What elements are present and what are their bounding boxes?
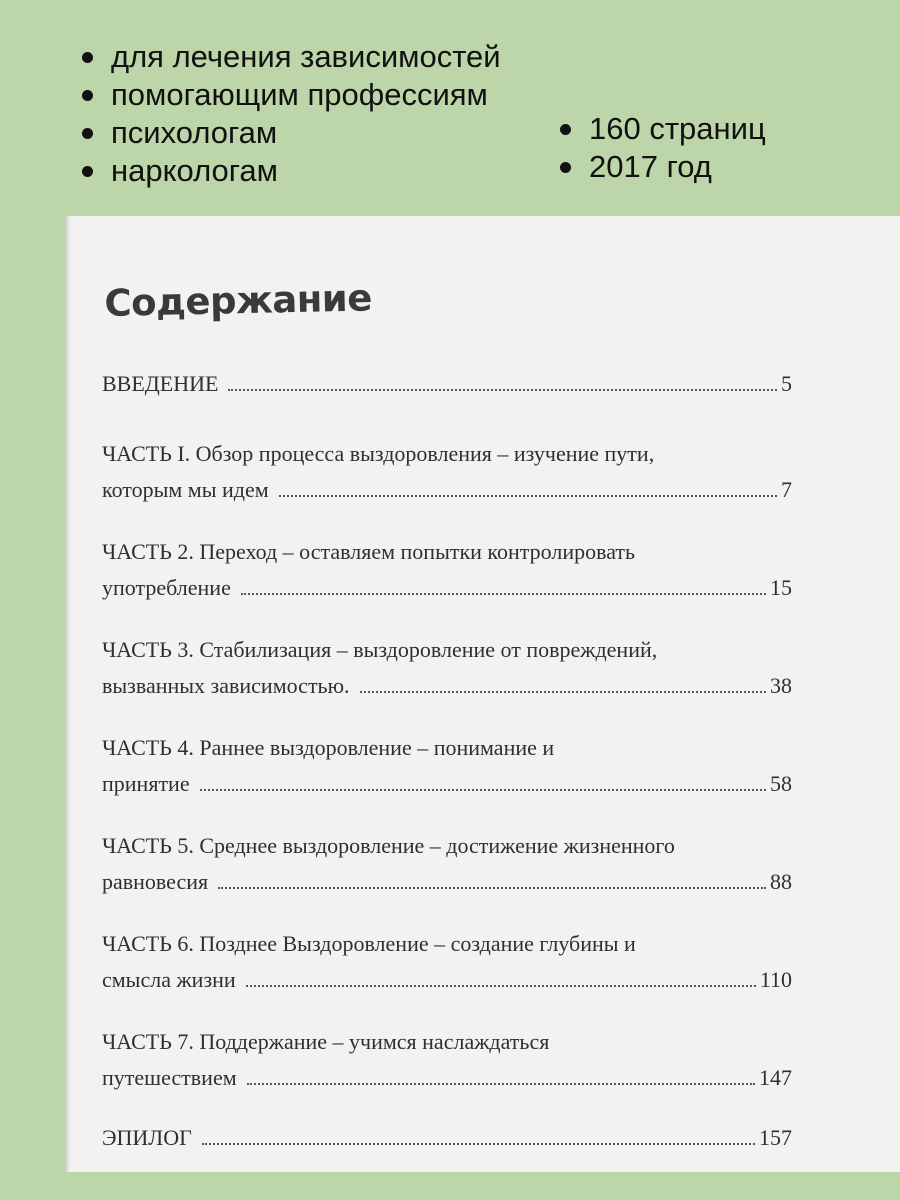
bullet-icon bbox=[82, 52, 93, 63]
toc-entry-last-line bbox=[102, 668, 792, 704]
bullet-icon bbox=[560, 162, 571, 173]
audience-item: психологам bbox=[82, 114, 501, 152]
page-title: Содержание bbox=[104, 276, 373, 325]
toc-entry-last-line bbox=[102, 472, 792, 508]
toc-entry bbox=[102, 1024, 792, 1096]
toc-page-number: 110 bbox=[759, 967, 792, 992]
toc-page-number: 7 bbox=[781, 477, 792, 502]
toc-entry bbox=[102, 632, 792, 704]
dot-leader bbox=[246, 985, 756, 987]
bullet-icon bbox=[82, 166, 93, 177]
toc-entry bbox=[102, 366, 792, 402]
toc-entry-title-end: равновесия bbox=[102, 869, 209, 894]
toc-entry-title-end: употребление bbox=[102, 575, 231, 600]
toc-entry bbox=[102, 534, 792, 606]
toc-entry-last-line bbox=[102, 864, 792, 900]
toc-entry-title-end: принятие bbox=[102, 771, 190, 796]
toc-page-number: 15 bbox=[770, 575, 792, 600]
toc-entry-title-end: путешествием bbox=[102, 1065, 237, 1090]
toc-entry-title-end: ЭПИЛОГ bbox=[102, 1125, 192, 1150]
toc-entry-title-end: смысла жизни bbox=[102, 967, 236, 992]
audience-item: наркологам bbox=[82, 152, 501, 190]
toc-entry-last-line bbox=[102, 962, 792, 998]
dot-leader bbox=[218, 887, 766, 889]
toc-entry-title-end: которым мы идем bbox=[102, 477, 269, 502]
book-fact-item: 160 страниц bbox=[560, 110, 766, 148]
book-fact-item: 2017 год bbox=[560, 148, 766, 186]
toc-page-number: 147 bbox=[759, 1065, 792, 1090]
toc-entry-title-end: вызванных зависимостью. bbox=[102, 673, 350, 698]
toc-entry bbox=[102, 730, 792, 802]
bullet-icon bbox=[560, 124, 571, 135]
toc-page-number: 38 bbox=[770, 673, 792, 698]
dot-leader bbox=[247, 1083, 755, 1085]
bullet-icon bbox=[82, 90, 93, 101]
dot-leader bbox=[202, 1143, 755, 1145]
toc-entry-title: ЧАСТЬ 7. Поддержание – учимся наслаждаться bbox=[102, 1029, 550, 1054]
toc-entry-title: ЧАСТЬ 4. Раннее выздоровление – понимание и bbox=[102, 735, 555, 760]
toc-entry-last-line bbox=[102, 1060, 792, 1096]
dot-leader bbox=[279, 495, 777, 497]
toc-entry bbox=[102, 436, 792, 508]
audience-item: помогающим профессиям bbox=[82, 76, 501, 114]
dot-leader bbox=[200, 789, 766, 791]
audience-item: для лечения зависимостей bbox=[82, 38, 501, 76]
toc-entry-last-line bbox=[102, 766, 792, 802]
toc-entry-title: ЧАСТЬ 5. Среднее выздоровление – достижение жизненного bbox=[102, 833, 675, 858]
toc-entry-title: ЧАСТЬ 3. Стабилизация – выздоровление от повреждений, bbox=[102, 637, 658, 662]
toc-entry-title: ЧАСТЬ I. Обзор процесса выздоровления – изучение пути, bbox=[102, 441, 655, 466]
audience-list bbox=[82, 38, 501, 190]
toc-entry-title: ЧАСТЬ 2. Переход – оставляем попытки контролировать bbox=[102, 539, 636, 564]
table-of-contents bbox=[102, 366, 792, 1172]
toc-entry-last-line bbox=[102, 570, 792, 606]
book-facts-list bbox=[560, 110, 766, 186]
toc-entry-last-line bbox=[102, 1120, 792, 1156]
dot-leader bbox=[241, 593, 766, 595]
toc-entry-last-line bbox=[102, 366, 792, 402]
toc-entry bbox=[102, 1120, 792, 1156]
toc-entry-title: ЧАСТЬ 6. Позднее Выздоровление – создание глубины и bbox=[102, 931, 636, 956]
dot-leader bbox=[228, 389, 777, 391]
toc-page-number: 58 bbox=[770, 771, 792, 796]
bullet-icon bbox=[82, 128, 93, 139]
toc-entry-title-end: ВВЕДЕНИЕ bbox=[102, 371, 219, 396]
toc-page-number: 88 bbox=[770, 869, 792, 894]
dot-leader bbox=[360, 691, 766, 693]
toc-entry bbox=[102, 828, 792, 900]
toc-page-number: 5 bbox=[781, 371, 792, 396]
book-page-photo bbox=[66, 216, 900, 1172]
toc-page-number: 157 bbox=[759, 1125, 792, 1150]
toc-entry bbox=[102, 926, 792, 998]
